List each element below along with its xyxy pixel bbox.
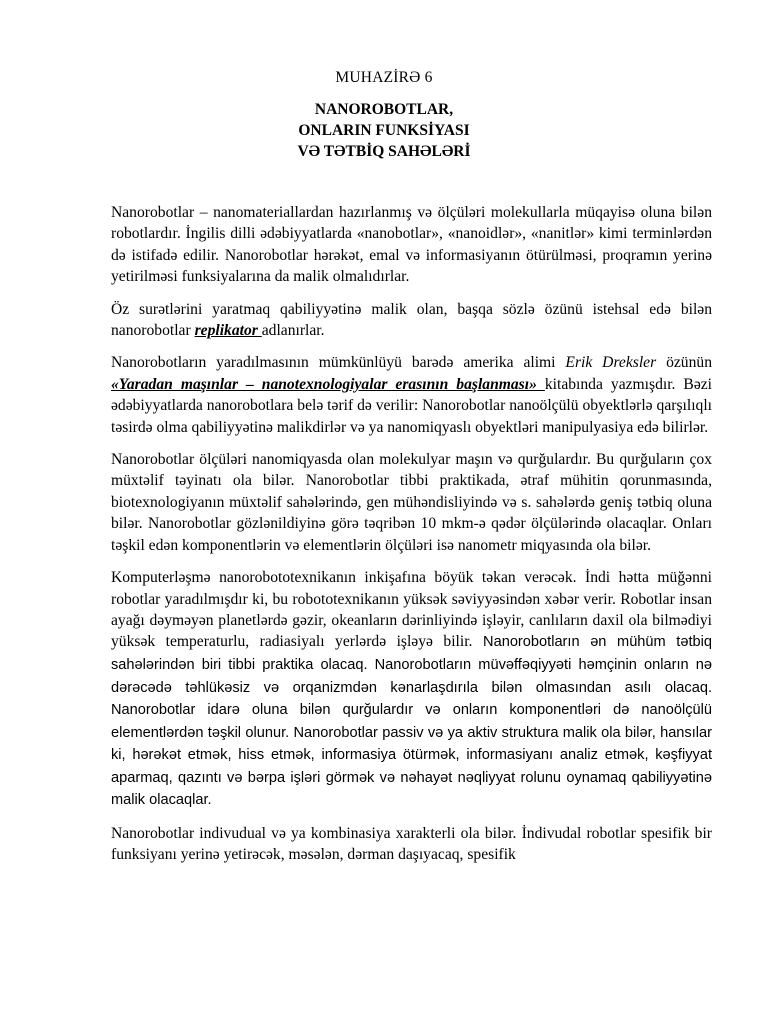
paragraph-text: Komputerləşmə nanorobototexnikanın inkişafına böyük təkan verəcək. İndi hətta müğənni robotlar yaradılmışdır ki, bu robototexnikanın yüksək səviyyəsindən xəbər verir. Robotlar insan ayağı dəyməyən planetlərdə gəzir, okeanların dərinliyində işləyir, canlıların daxil ola bilmədiyi yüksək temperaturlu, radiasiyalı yerlərdə işləyə bilir. (111, 569, 712, 651)
paragraph-text: Öz surətlərini yaratmaq qabiliyyətinə malik olan, başqa sözlə özünü istehsal edə bilən nanorobotlar (111, 300, 712, 340)
paragraph-text: Nanorobotların yaradılmasının mümkünlüyü barədə amerika alimi (111, 354, 566, 372)
book-title: «Yaradan maşınlar – nanotexnologiyalar erasının başlanması» (111, 375, 545, 393)
paragraph-drexler (111, 352, 712, 438)
title-line-3: VƏ TƏTBİQ SAHƏLƏRİ (297, 143, 471, 160)
paragraph-individual: Nanorobotlar indivudual və ya kombinasiya xarakterli ola bilər. İndivudal robotlar spesifik bir funksiyanı yerinə yetirəcək, məsələn, dərman daşıyacaq, spesifik (111, 825, 712, 864)
paragraph-text-sans: Nanorobotların ən mühüm tətbiq sahələrindən biri tibbi praktika olacaq. Nanorobotların müvəffəqiyyəti həmçinin onların nə dərəcədə təhlükəsiz və orqanizmdən kənarlaşdırıla bilən olmasından asılı olacaq. Nanorobotlar idarə oluna bilən qurğulardır və onların komponentləri də nanoölçülü elementlərdən təşkil olunur. Nanorobotlar passiv və ya aktiv struktura malik ola bilər, hansılar ki, hərəkət etmək, hiss etmək, informasiya ötürmək, informasiyanı analiz etmək, kəşfiyyat aparmaq, qazıntı və bərpa işləri görmək və nəhayət nəqliyyat rolunu oynamaq qabiliyyətinə malik olacaqlar. (111, 634, 713, 809)
document-body (111, 202, 712, 877)
paragraph-text: adlanırlar. (261, 322, 325, 340)
paragraph-definition: Nanorobotlar – nanomateriallardan hazırlanmış və ölçüləri molekullarla müqayisə oluna bilən robotlardır. İngilis dilli ədəbiyyatlarda «nanobotlar», «nanoidlər», «nanitlər» kimi terminlərdən də istifadə edilir. Nanorobotlar hərəkət, emal və informasiyanın ötürülməsi, proqramın yerinə yetirilməsi funksiyalarına da malik olmalıdırlar. (111, 204, 712, 286)
lecture-number: MUHAZİRƏ 6 (335, 69, 433, 86)
title-line-2: ONLARIN FUNKSİYASI (298, 122, 470, 139)
paragraph-text: kitabında yazmışdır. Bəzi ədəbiyyatlarda nanorobotlara belə tərif də verilir: Nanorobotlar nanoölçülü obyektlərlə qarşılıqlı təsirdə olma qabiliyyətinə malikdirlər və ya nanomiqyaslı obyektləri manipulyasiya edə bilirlər. (111, 375, 712, 436)
author-name: Erik Dreksler (565, 354, 657, 372)
paragraph-applications: Nanorobotlar ölçüləri nanomiqyasda olan molekulyar maşın və qurğulardır. Bu qurğuların çox müxtəlif təyinatı ola bilər. Nanorobotlar tibbi praktikada, ətraf mühitin qorunmasında, biotexnologiyanın müxtəlif sahələrində, gen mühəndisliyində və s. sahələrdə geniş tətbiq oluna bilər. Nanorobotlar gözlənildiyinə görə təqribən 10 mkm-ə qədər ölçülərində olacaqlar. Onları təşkil edən komponentlərin və elementlərin ölçüləri isə nanometr miqyasında ola bilər. (111, 451, 712, 554)
paragraph-text: özünün (656, 354, 712, 372)
paragraph-replicator (111, 299, 712, 342)
document-title (0, 99, 768, 162)
title-line-1: NANOROBOTLAR, (314, 101, 454, 118)
paragraph-computerization (111, 567, 712, 812)
replicator-term: replikator (194, 322, 262, 340)
